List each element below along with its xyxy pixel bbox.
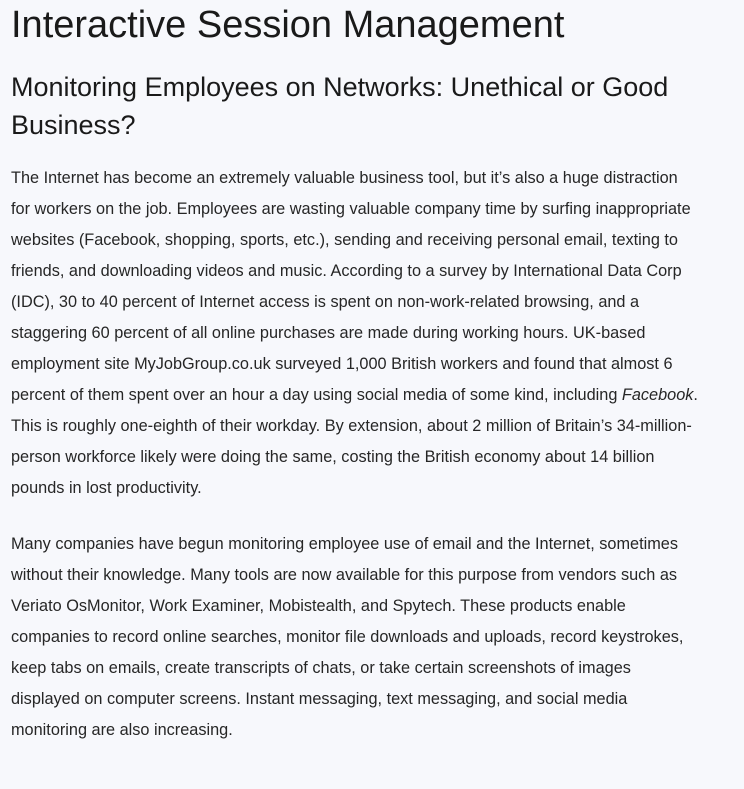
article-paragraph-2: Many companies have begun monitoring employee use of email and the Internet, sometimes without their knowledge. Many tools are now available for this purpose from vendors such as Veriato OsMonitor, Work Examiner, Mobistealth, and Spytech. These products enable companies to record online searches, monitor file downloads and uploads, record keystrokes, keep tabs on emails, create transcripts of chats, or take certain screenshots of images displayed on computer screens. Instant messaging, text messaging, and social media monitoring are also increasing. [11, 535, 684, 739]
paragraph-1-italic-term: Facebook [621, 386, 694, 404]
paragraph-1-text-start: The Internet has become an extremely valuable business tool, but it’s also a huge distraction for workers on the job. Employees are wasting valuable company time by surfing inappropriate websites (Facebook, shopping, sports, etc.), sending and receiving personal email, texting to friends, and downloading videos and music. According to a survey by International Data Corp (IDC), 30 to 40 percent of Internet access is spent on non-work-related browsing, and a staggering 60 percent of all online purchases are made during working hours. UK-based employment site MyJobGroup.co.uk surveyed 1,000 British workers and found that almost 6 percent of them spent over an hour a day using social media of some kind, including [11, 169, 691, 404]
paragraph-1-text-end: . This is roughly one-eighth of their workday. By extension, about 2 million of Britain’s 34-million-person workforce likely were doing the same, costing the British economy about 14 billion pounds in lost productivity. [11, 386, 698, 497]
section-heading: Monitoring Employees on Networks: Unethical or Good Business? [11, 72, 669, 140]
page-title: Interactive Session Management [11, 4, 565, 46]
article-paragraph-1 [11, 163, 701, 504]
